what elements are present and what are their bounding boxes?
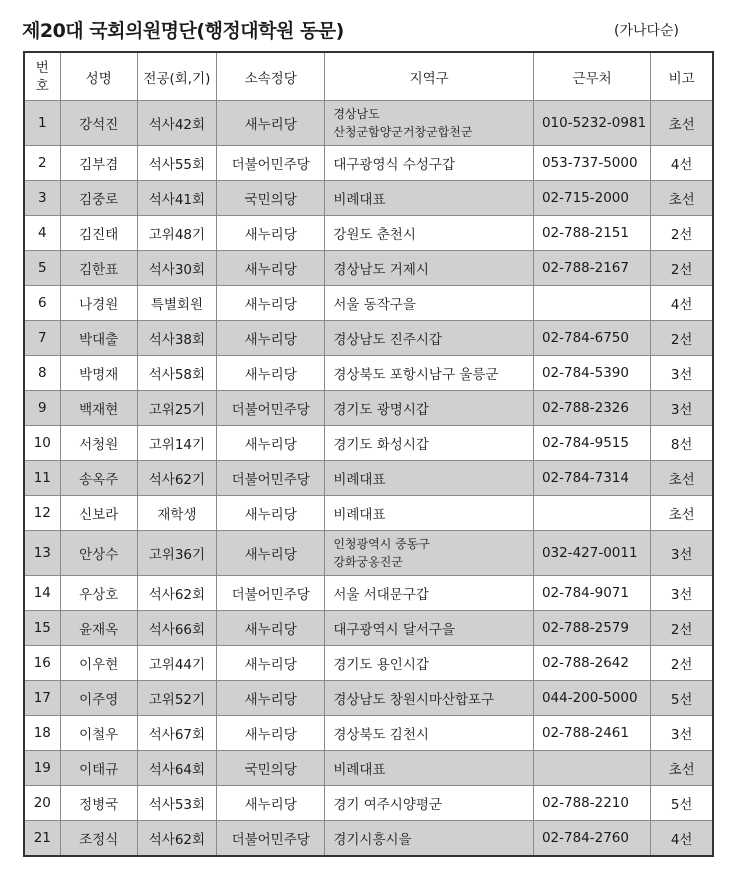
cell-name: 신보라 [60, 496, 137, 531]
cell-party: 새누리당 [217, 496, 325, 531]
header-region: 지역구 [325, 52, 534, 101]
cell-number: 8 [24, 356, 60, 391]
table-row [24, 146, 713, 181]
cell-office: 02-784-2760 [533, 821, 650, 857]
cell-major: 석사62기 [137, 461, 216, 496]
cell-major: 석사55회 [137, 146, 216, 181]
table-row [24, 286, 713, 321]
cell-office [533, 751, 650, 786]
cell-major: 고위44기 [137, 646, 216, 681]
cell-number: 14 [24, 576, 60, 611]
cell-region [325, 531, 534, 576]
cell-note: 3선 [651, 576, 713, 611]
region-line: 비례대표 [333, 472, 386, 488]
region-line: 경기도 용인시갑 [333, 657, 429, 673]
cell-region [325, 181, 534, 216]
region-line: 경기 여주시양평군 [333, 797, 442, 813]
table-row [24, 611, 713, 646]
table-row [24, 391, 713, 426]
cell-note: 5선 [651, 681, 713, 716]
cell-name: 윤재옥 [60, 611, 137, 646]
table-row [24, 646, 713, 681]
cell-region [325, 101, 534, 146]
cell-office: 02-784-9071 [533, 576, 650, 611]
cell-note: 2선 [651, 216, 713, 251]
region-line: 비례대표 [333, 762, 386, 778]
cell-number: 7 [24, 321, 60, 356]
table-row [24, 101, 713, 146]
cell-office: 02-788-2151 [533, 216, 650, 251]
cell-major: 특별회원 [137, 286, 216, 321]
cell-major: 석사62회 [137, 821, 216, 857]
cell-note: 2선 [651, 321, 713, 356]
region-line: 강원도 춘천시 [333, 227, 416, 243]
region-line: 비례대표 [333, 507, 386, 523]
cell-major: 고위52기 [137, 681, 216, 716]
cell-major: 석사53회 [137, 786, 216, 821]
cell-office: 02-784-5390 [533, 356, 650, 391]
cell-note: 4선 [651, 146, 713, 181]
region-line: 경상남도 진주시갑 [333, 332, 442, 348]
cell-name: 이태규 [60, 751, 137, 786]
region-line: 산청군함양군거창군합천군 [333, 125, 473, 139]
region-line: 경상남도 거제시 [333, 262, 429, 278]
table-row [24, 251, 713, 286]
cell-note: 3선 [651, 716, 713, 751]
cell-note: 초선 [651, 461, 713, 496]
cell-number: 5 [24, 251, 60, 286]
cell-number: 3 [24, 181, 60, 216]
region-line: 비례대표 [333, 192, 386, 208]
cell-major: 석사38회 [137, 321, 216, 356]
cell-number: 4 [24, 216, 60, 251]
cell-number: 1 [24, 101, 60, 146]
table-row [24, 751, 713, 786]
cell-note: 4선 [651, 286, 713, 321]
cell-major: 고위36기 [137, 531, 216, 576]
table-row [24, 496, 713, 531]
cell-party: 새누리당 [217, 251, 325, 286]
region-line: 경상남도 창원시마산합포구 [333, 692, 495, 708]
cell-note: 8선 [651, 426, 713, 461]
cell-number: 6 [24, 286, 60, 321]
table-row [24, 356, 713, 391]
cell-office: 053-737-5000 [533, 146, 650, 181]
cell-name: 조정식 [60, 821, 137, 857]
cell-number: 10 [24, 426, 60, 461]
cell-note: 5선 [651, 786, 713, 821]
header-name: 성명 [60, 52, 137, 101]
cell-office: 02-788-2210 [533, 786, 650, 821]
cell-name: 안상수 [60, 531, 137, 576]
cell-party: 국민의당 [217, 751, 325, 786]
cell-region [325, 251, 534, 286]
cell-name: 서청원 [60, 426, 137, 461]
table-row [24, 531, 713, 576]
cell-party: 새누리당 [217, 286, 325, 321]
cell-major: 재학생 [137, 496, 216, 531]
cell-name: 김중로 [60, 181, 137, 216]
cell-note: 2선 [651, 646, 713, 681]
table-row [24, 216, 713, 251]
cell-major: 석사58회 [137, 356, 216, 391]
cell-name: 김부겸 [60, 146, 137, 181]
cell-region [325, 286, 534, 321]
region-line: 대구광영식 수성구갑 [333, 157, 456, 173]
cell-region [325, 216, 534, 251]
cell-region [325, 821, 534, 857]
cell-name: 강석진 [60, 101, 137, 146]
table-row [24, 681, 713, 716]
region-line: 경상남도 [333, 107, 380, 121]
cell-note: 4선 [651, 821, 713, 857]
members-table [23, 51, 714, 857]
cell-name: 박명재 [60, 356, 137, 391]
cell-office: 02-788-2326 [533, 391, 650, 426]
cell-name: 김한표 [60, 251, 137, 286]
cell-party: 새누리당 [217, 356, 325, 391]
cell-party: 새누리당 [217, 786, 325, 821]
cell-major: 고위25기 [137, 391, 216, 426]
region-line: 인청광역시 중동구 [333, 537, 430, 551]
header-major: 전공(회,기) [137, 52, 216, 101]
header-note: 비고 [651, 52, 713, 101]
cell-office [533, 286, 650, 321]
cell-region [325, 356, 534, 391]
cell-party: 더불어민주당 [217, 821, 325, 857]
cell-number: 13 [24, 531, 60, 576]
table-row [24, 181, 713, 216]
cell-party: 새누리당 [217, 681, 325, 716]
cell-number: 2 [24, 146, 60, 181]
region-line: 경기시흥시을 [333, 832, 412, 848]
cell-note: 초선 [651, 751, 713, 786]
cell-office [533, 496, 650, 531]
table-row [24, 576, 713, 611]
cell-name: 송옥주 [60, 461, 137, 496]
cell-name: 이철우 [60, 716, 137, 751]
cell-office: 044-200-5000 [533, 681, 650, 716]
cell-party: 새누리당 [217, 646, 325, 681]
cell-region [325, 321, 534, 356]
cell-region [325, 576, 534, 611]
table-row [24, 426, 713, 461]
region-line: 경기도 화성시갑 [333, 437, 429, 453]
cell-name: 백재현 [60, 391, 137, 426]
cell-major: 석사67회 [137, 716, 216, 751]
cell-name: 김진태 [60, 216, 137, 251]
cell-party: 새누리당 [217, 531, 325, 576]
cell-party: 새누리당 [217, 611, 325, 646]
cell-party: 새누리당 [217, 321, 325, 356]
cell-party: 국민의당 [217, 181, 325, 216]
cell-party: 더불어민주당 [217, 391, 325, 426]
table-row [24, 461, 713, 496]
cell-region [325, 646, 534, 681]
cell-name: 나경원 [60, 286, 137, 321]
table-row [24, 716, 713, 751]
cell-major: 석사41회 [137, 181, 216, 216]
cell-office: 02-788-2579 [533, 611, 650, 646]
cell-region [325, 751, 534, 786]
cell-note: 3선 [651, 356, 713, 391]
table-row [24, 321, 713, 356]
cell-name: 정병국 [60, 786, 137, 821]
cell-note: 2선 [651, 251, 713, 286]
region-line: 경상북도 김천시 [333, 727, 429, 743]
cell-office: 02-784-7314 [533, 461, 650, 496]
cell-office: 02-788-2167 [533, 251, 650, 286]
header-number-top: 번 [35, 59, 49, 76]
cell-major: 석사30회 [137, 251, 216, 286]
cell-office: 02-788-2642 [533, 646, 650, 681]
cell-party: 새누리당 [217, 716, 325, 751]
cell-office: 02-715-2000 [533, 181, 650, 216]
cell-note: 초선 [651, 181, 713, 216]
header-number [24, 52, 60, 101]
cell-note: 초선 [651, 101, 713, 146]
cell-number: 16 [24, 646, 60, 681]
cell-major: 석사62회 [137, 576, 216, 611]
cell-major: 고위14기 [137, 426, 216, 461]
cell-region [325, 611, 534, 646]
cell-number: 11 [24, 461, 60, 496]
cell-region [325, 786, 534, 821]
cell-party: 더불어민주당 [217, 146, 325, 181]
cell-party: 더불어민주당 [217, 576, 325, 611]
cell-party: 더불어민주당 [217, 461, 325, 496]
cell-region [325, 496, 534, 531]
cell-note: 3선 [651, 391, 713, 426]
cell-note: 초선 [651, 496, 713, 531]
cell-number: 15 [24, 611, 60, 646]
cell-major: 고위48기 [137, 216, 216, 251]
header-office: 근무처 [533, 52, 650, 101]
header-party: 소속정당 [217, 52, 325, 101]
cell-region [325, 146, 534, 181]
region-line: 서울 동작구을 [333, 297, 416, 313]
cell-note: 2선 [651, 611, 713, 646]
cell-party: 새누리당 [217, 216, 325, 251]
cell-name: 이우현 [60, 646, 137, 681]
region-line: 경상북도 포항시남구 울릉군 [333, 367, 499, 383]
cell-number: 17 [24, 681, 60, 716]
cell-number: 19 [24, 751, 60, 786]
cell-name: 박대출 [60, 321, 137, 356]
cell-number: 18 [24, 716, 60, 751]
table-body [24, 101, 713, 857]
cell-office: 032-427-0011 [533, 531, 650, 576]
document-title: 제20대 국회의원명단(행정대학원 동문) [22, 20, 344, 42]
cell-region [325, 461, 534, 496]
table-row [24, 821, 713, 857]
cell-region [325, 391, 534, 426]
cell-major: 석사64회 [137, 751, 216, 786]
cell-major: 석사42회 [137, 101, 216, 146]
region-line: 경기도 광명시갑 [333, 402, 429, 418]
cell-office: 02-784-9515 [533, 426, 650, 461]
cell-number: 9 [24, 391, 60, 426]
cell-number: 21 [24, 821, 60, 857]
cell-major: 석사66회 [137, 611, 216, 646]
cell-region [325, 426, 534, 461]
cell-region [325, 716, 534, 751]
cell-office: 02-788-2461 [533, 716, 650, 751]
table-row [24, 786, 713, 821]
cell-office: 02-784-6750 [533, 321, 650, 356]
cell-name: 우상호 [60, 576, 137, 611]
region-line: 서울 서대문구갑 [333, 587, 429, 603]
cell-number: 12 [24, 496, 60, 531]
sort-order-note: (가나다순) [614, 23, 680, 39]
cell-party: 새누리당 [217, 101, 325, 146]
header-row [24, 52, 713, 101]
cell-region [325, 681, 534, 716]
region-line: 강화궁옹진군 [333, 555, 403, 569]
cell-note: 3선 [651, 531, 713, 576]
region-line: 대구광역시 달서구을 [333, 622, 456, 638]
cell-office: 010-5232-0981 [533, 101, 650, 146]
cell-party: 새누리당 [217, 426, 325, 461]
header-number-bottom: 호 [35, 77, 49, 94]
cell-number: 20 [24, 786, 60, 821]
cell-name: 이주영 [60, 681, 137, 716]
